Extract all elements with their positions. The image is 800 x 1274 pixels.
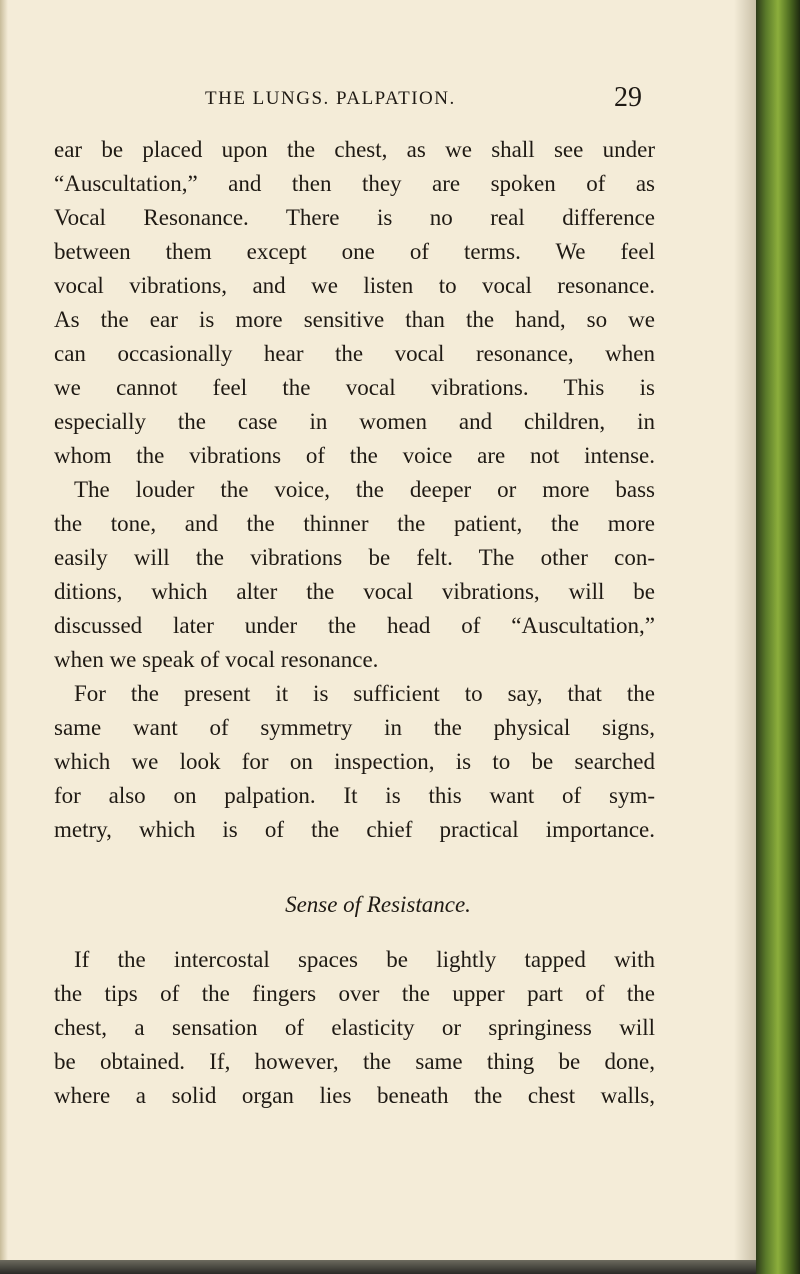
text-line: discussed later under the head of “Auscultation,” bbox=[54, 613, 655, 638]
text-line: especially the case in women and children, in bbox=[54, 409, 655, 434]
section-heading: Sense of Resistance. bbox=[285, 892, 471, 917]
text-line: between them except one of terms. We feel bbox=[54, 239, 655, 264]
text-line: when we speak of vocal resonance. bbox=[54, 647, 379, 672]
text-line: be obtained. If, however, the same thing be done, bbox=[54, 1049, 655, 1074]
text-line: the tone, and the thinner the patient, the more bbox=[54, 511, 655, 536]
text-line: can occasionally hear the vocal resonance, when bbox=[54, 341, 655, 366]
text-line: same want of symmetry in the physical signs, bbox=[54, 715, 655, 740]
text-line: easily will the vibrations be felt. The other con- bbox=[54, 545, 655, 570]
page-bottom-edge bbox=[0, 1260, 756, 1274]
text-line: ditions, which alter the vocal vibrations, will be bbox=[54, 579, 655, 604]
page-left-edge bbox=[0, 0, 8, 1274]
text-line: which we look for on inspection, is to be searched bbox=[54, 749, 655, 774]
text-line: vocal vibrations, and we listen to vocal resonance. bbox=[54, 273, 655, 298]
text-line: for also on palpation. It is this want of sym- bbox=[54, 783, 655, 808]
book-spine bbox=[756, 0, 800, 1274]
text-line: metry, which is of the chief practical importance. bbox=[54, 817, 655, 842]
text-line: the tips of the fingers over the upper part of the bbox=[54, 981, 655, 1006]
text-line: The louder the voice, the deeper or more bass bbox=[74, 477, 655, 502]
page-number: 29 bbox=[614, 82, 642, 113]
text-line: chest, a sensation of elasticity or springiness will bbox=[54, 1015, 655, 1040]
text-line: For the present it is sufficient to say, that the bbox=[74, 681, 655, 706]
text-line: where a solid organ lies beneath the chest walls, bbox=[54, 1083, 655, 1108]
running-head: THE LUNGS. PALPATION. bbox=[205, 88, 456, 109]
text-line: If the intercostal spaces be lightly tapped with bbox=[74, 947, 655, 972]
gutter-shadow bbox=[734, 0, 756, 1274]
text-line: whom the vibrations of the voice are not intense. bbox=[54, 443, 655, 468]
text-line: Vocal Resonance. There is no real difference bbox=[54, 205, 655, 230]
text-line: ear be placed upon the chest, as we shall see under bbox=[54, 137, 655, 162]
text-line: “Auscultation,” and then they are spoken of as bbox=[54, 171, 655, 196]
text-line: we cannot feel the vocal vibrations. This is bbox=[54, 375, 655, 400]
text-line: As the ear is more sensitive than the hand, so we bbox=[54, 307, 655, 332]
